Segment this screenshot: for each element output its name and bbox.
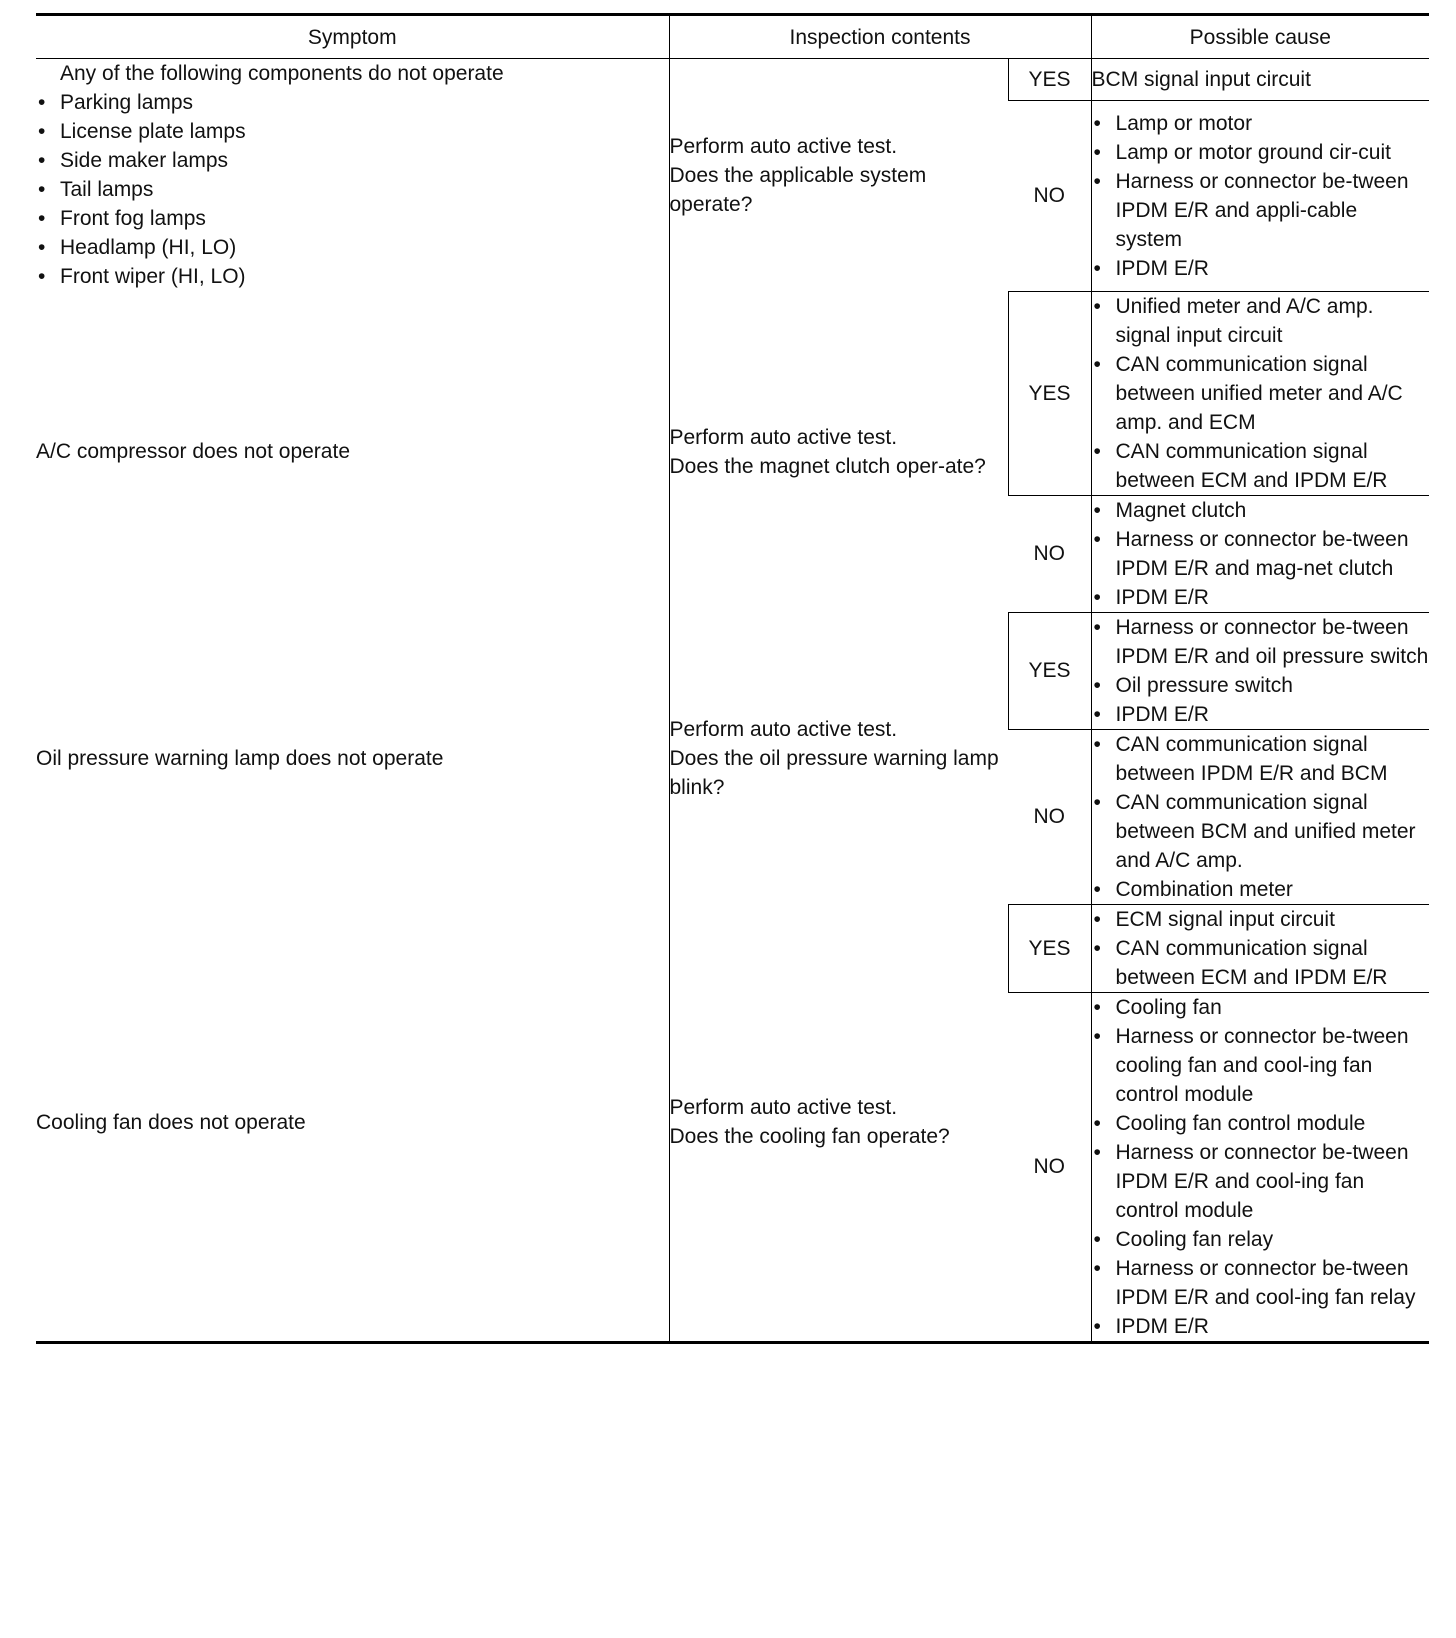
- yes-label: YES: [1008, 904, 1091, 992]
- header-symptom: Symptom: [36, 15, 669, 59]
- symptom-intro: Any of the following components do not operate: [60, 62, 504, 85]
- list-item: • Harness or connector be-tween IPDM E/R and appli-cable system: [1092, 167, 1430, 254]
- list-item: • CAN communication signal between IPDM E/R and BCM: [1092, 730, 1430, 788]
- list-item: • Harness or connector be-tween IPDM E/R and cool-ing fan control module: [1092, 1138, 1430, 1225]
- list-item: • Cooling fan relay: [1092, 1225, 1430, 1254]
- yes-cause-cell: [1091, 291, 1429, 495]
- list-item: • Parking lamps: [36, 88, 669, 117]
- list-item: • Unified meter and A/C amp. signal input circuit: [1092, 292, 1430, 350]
- list-item: • CAN communication signal between unified meter and A/C amp. and ECM: [1092, 350, 1430, 437]
- list-item: • Tail lamps: [36, 175, 669, 204]
- no-label: NO: [1008, 495, 1091, 612]
- header-row: [36, 15, 1429, 59]
- cause-list: [1092, 496, 1430, 612]
- cause-list: [1092, 292, 1430, 495]
- list-item: • IPDM E/R: [1092, 700, 1430, 729]
- no-label: NO: [1008, 992, 1091, 1342]
- list-item: • Lamp or motor: [1092, 109, 1430, 138]
- list-item: • ECM signal input circuit: [1092, 905, 1430, 934]
- yes-label: YES: [1008, 59, 1091, 101]
- list-item: • CAN communication signal between BCM and unified meter and A/C amp.: [1092, 788, 1430, 875]
- list-item: • CAN communication signal between ECM and IPDM E/R: [1092, 437, 1430, 495]
- list-item: • IPDM E/R: [1092, 583, 1430, 612]
- list-item: • Oil pressure switch: [1092, 671, 1430, 700]
- yes-cause-cell: [1091, 904, 1429, 992]
- list-item: • Lamp or motor ground cir-cuit: [1092, 138, 1430, 167]
- inspection-cell: Perform auto active test. Does the oil pressure warning lamp blink?: [669, 612, 1008, 904]
- header-cause: Possible cause: [1091, 15, 1429, 59]
- list-item: • Cooling fan: [1092, 993, 1430, 1022]
- list-item: • Side maker lamps: [36, 146, 669, 175]
- cause-list: [1092, 613, 1430, 729]
- list-item: • IPDM E/R: [1092, 254, 1430, 283]
- cause-list: [1092, 109, 1430, 283]
- list-item: • Harness or connector be-tween IPDM E/R and oil pressure switch: [1092, 613, 1430, 671]
- table-row: [36, 291, 1429, 495]
- symptom-cell: [36, 59, 669, 292]
- list-item: • Harness or connector be-tween IPDM E/R and cool-ing fan relay: [1092, 1254, 1430, 1312]
- cause-list: [1092, 905, 1430, 992]
- yes-cause-cell: [1091, 612, 1429, 729]
- cause-list: [1092, 730, 1430, 904]
- symptom-cell: Cooling fan does not operate: [36, 904, 669, 1342]
- list-item: • Front wiper (HI, LO): [36, 262, 669, 291]
- no-cause-cell: [1091, 992, 1429, 1342]
- no-cause-cell: [1091, 495, 1429, 612]
- symptom-cell: Oil pressure warning lamp does not operate: [36, 746, 444, 770]
- list-item: • License plate lamps: [36, 117, 669, 146]
- no-label: NO: [1008, 101, 1091, 292]
- table-row: [36, 612, 1429, 729]
- diagnosis-table: [36, 13, 1429, 1344]
- inspection-cell: Perform auto active test. Does the applicable system operate?: [669, 59, 1008, 292]
- yes-cause: BCM signal input circuit: [1091, 59, 1429, 101]
- header-inspection: Inspection contents: [669, 15, 1091, 59]
- symptom-cell: A/C compressor does not operate: [36, 440, 350, 463]
- list-item: • Harness or connector be-tween IPDM E/R and mag-net clutch: [1092, 525, 1430, 583]
- symptom-list: [36, 88, 669, 291]
- table-row: [36, 59, 1429, 101]
- cause-list: [1092, 993, 1430, 1341]
- yes-label: YES: [1008, 612, 1091, 729]
- no-cause-cell: [1091, 101, 1429, 292]
- inspection-cell: Perform auto active test. Does the magnet clutch oper-ate?: [669, 291, 1008, 612]
- no-label: NO: [1008, 729, 1091, 904]
- list-item: • IPDM E/R: [1092, 1312, 1430, 1341]
- list-item: • Combination meter: [1092, 875, 1430, 904]
- yes-label: YES: [1008, 291, 1091, 495]
- list-item: • Magnet clutch: [1092, 496, 1430, 525]
- list-item: • CAN communication signal between ECM and IPDM E/R: [1092, 934, 1430, 992]
- inspection-cell: Perform auto active test. Does the cooling fan operate?: [669, 904, 1008, 1342]
- list-item: • Harness or connector be-tween cooling fan and cool-ing fan control module: [1092, 1022, 1430, 1109]
- no-cause-cell: [1091, 729, 1429, 904]
- list-item: • Headlamp (HI, LO): [36, 233, 669, 262]
- table-row: [36, 904, 1429, 992]
- list-item: • Cooling fan control module: [1092, 1109, 1430, 1138]
- list-item: • Front fog lamps: [36, 204, 669, 233]
